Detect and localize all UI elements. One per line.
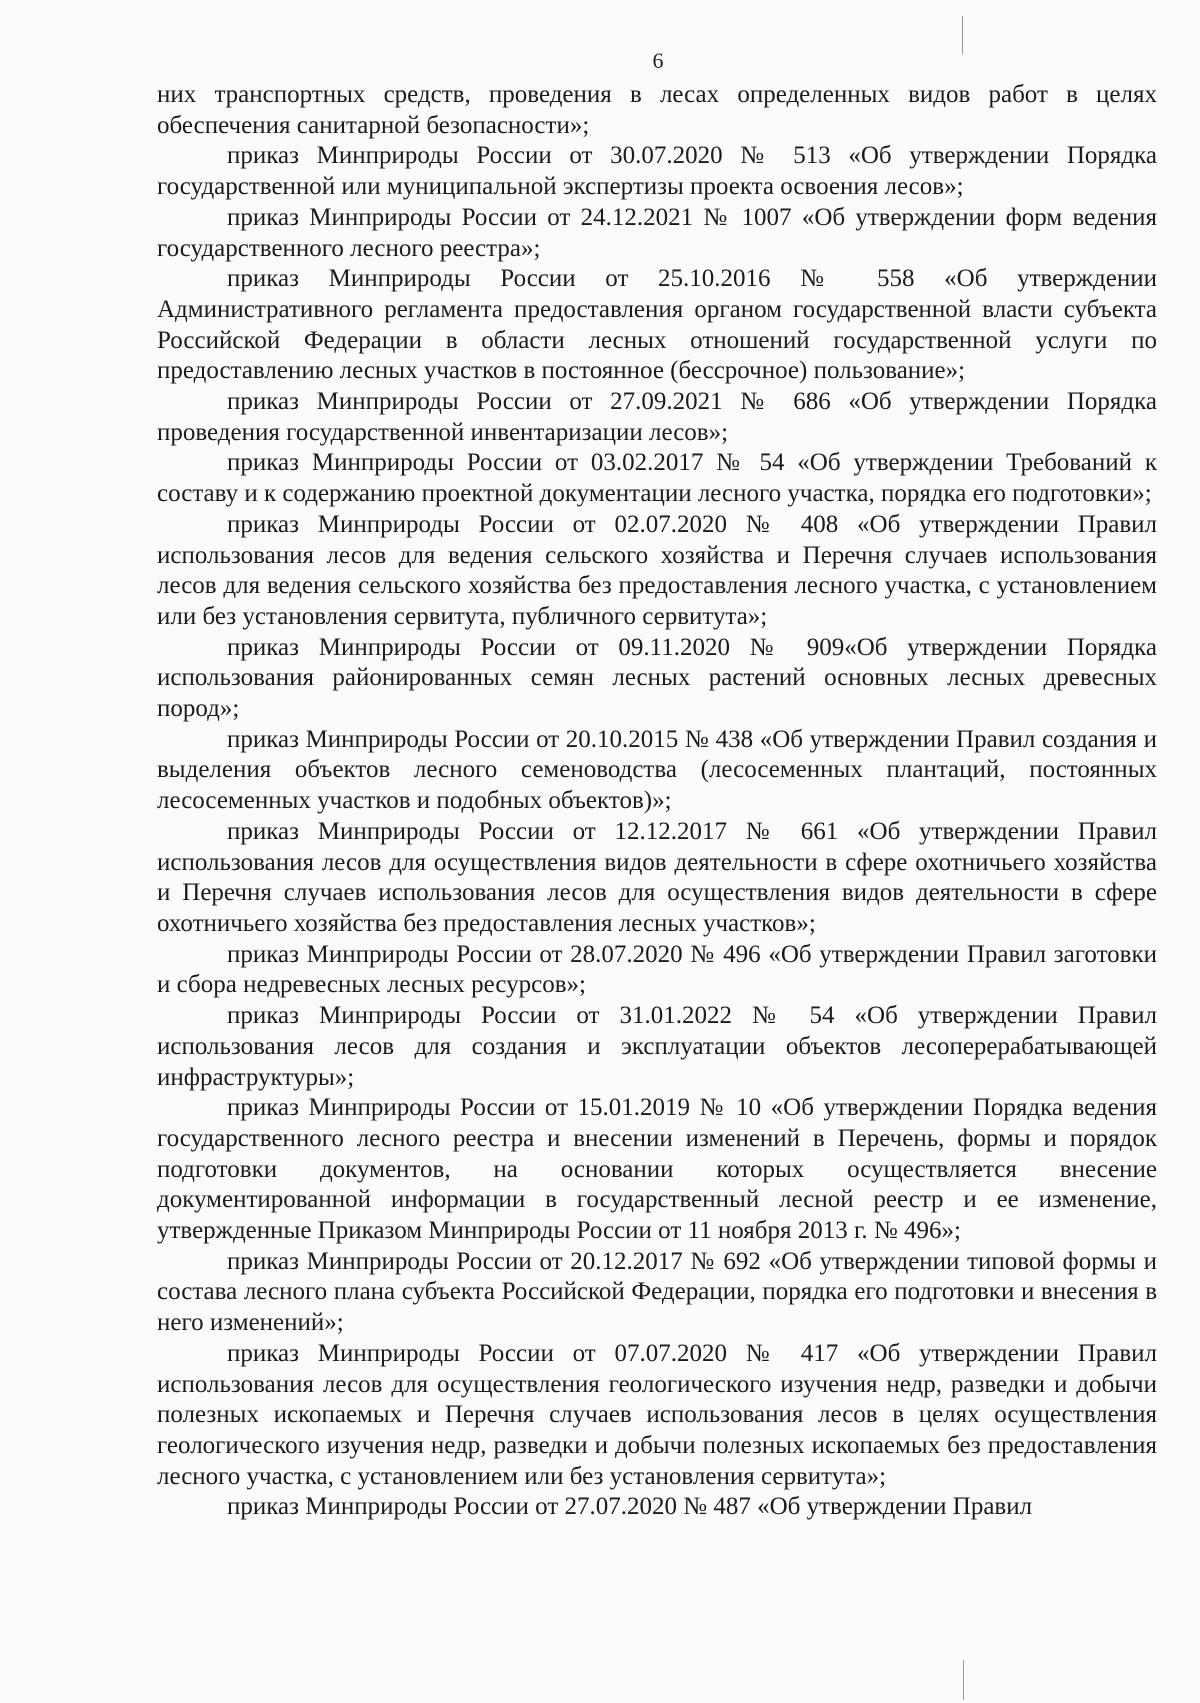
page-number: 6 <box>652 48 664 73</box>
paragraph-order-558: приказ Минприроды России от 25.10.2016 № 558 «Об утверждении Административного регламента предоставления органом государственной власти субъекта Российской Федерации в области лесных отношений государственной услуги по предоставлению лесных участков в постоянное (бессрочное) пользование»; <box>157 265 1157 385</box>
paragraph-order-686: приказ Минприроды России от 27.09.2021 № 686 «Об утверждении Порядка проведения государственной инвентаризации лесов»; <box>157 388 1157 446</box>
paragraph-order-496: приказ Минприроды России от 28.07.2020 № 496 «Об утверждении Правил заготовки и сбора недревесных лесных ресурсов»; <box>157 940 1157 999</box>
paragraph-order-692: приказ Минприроды России от 20.12.2017 № 692 «Об утверждении типовой формы и состава лесного плана субъекта Российской Федерации, порядка его подготовки и внесения в него изменений»; <box>157 1247 1157 1337</box>
scan-artifact-line-bottom <box>963 1660 964 1700</box>
paragraph-order-438: приказ Минприроды России от 20.10.2015 № 438 «Об утверждении Правил создания и выделения объектов лесного семеноводства (лесосеменных плантаций, постоянных лесосеменных участков и подобных объектов)»; <box>157 725 1157 815</box>
paragraph-order-54-2017: приказ Минприроды России от 03.02.2017 № 54 «Об утверждении Требований к составу и к содержанию проектной документации лесного участка, порядка его подготовки»; <box>157 449 1157 508</box>
paragraph-order-487: приказ Минприроды России от 27.07.2020 № 487 «Об утверждении Правил <box>227 1493 1033 1521</box>
paragraph-continuation: них транспортных средств, проведения в лесах определенных видов работ в целях обеспечения санитарной безопасности»; <box>157 81 1157 139</box>
document-body <box>157 80 1157 1523</box>
paragraph-order-661: приказ Минприроды России от 12.12.2017 № 661 «Об утверждении Правил использования лесов для осуществления видов деятельности в сфере охотничьего хозяйства и Перечня случаев использования лесов для осуществления видов деятельности в сфере охотничьего хозяйства без предоставления лесных участков»; <box>157 817 1157 937</box>
paragraph-order-54-2022: приказ Минприроды России от 31.01.2022 № 54 «Об утверждении Правил использования лесов для создания и эксплуатации объектов лесоперерабатывающей инфраструктуры»; <box>157 1002 1157 1091</box>
paragraph-order-909: приказ Минприроды России от 09.11.2020 № 909«Об утверждении Порядка использования районированных семян лесных растений основных лесных древесных пород»; <box>157 633 1157 723</box>
paragraph-order-408: приказ Минприроды России от 02.07.2020 № 408 «Об утверждении Правил использования лесов для ведения сельского хозяйства и Перечня случаев использования лесов для ведения сельского хозяйства без предоставления лесного участка, с установлением или без установления сервитута, публичного сервитута»; <box>157 510 1157 630</box>
paragraph-order-1007: приказ Минприроды России от 24.12.2021 № 1007 «Об утверждении форм ведения государственного лесного реестра»; <box>157 203 1157 262</box>
paragraph-order-417: приказ Минприроды России от 07.07.2020 № 417 «Об утверждении Правил использования лесов для осуществления геологического изучения недр, разведки и добычи полезных ископаемых и Перечня случаев использования лесов в целях осуществления геологического изучения недр, разведки и добычи полезных ископаемых без предоставления лесного участка, с установлением или без установления сервитута»; <box>157 1339 1157 1490</box>
paragraph-order-10: приказ Минприроды России от 15.01.2019 № 10 «Об утверждении Порядка ведения государственного лесного реестра и внесении изменений в Перечень, формы и порядок подготовки документов, на основании которых осуществляется внесение документированной информации в государственный лесной реестр и ее изменение, утвержденные Приказом Минприроды России от 11 ноября 2013 г. № 496»; <box>157 1094 1157 1245</box>
paragraph-order-513: приказ Минприроды России от 30.07.2020 № 513 «Об утверждении Порядка государственной или муниципальной экспертизы проекта освоения лесов»; <box>157 142 1157 201</box>
